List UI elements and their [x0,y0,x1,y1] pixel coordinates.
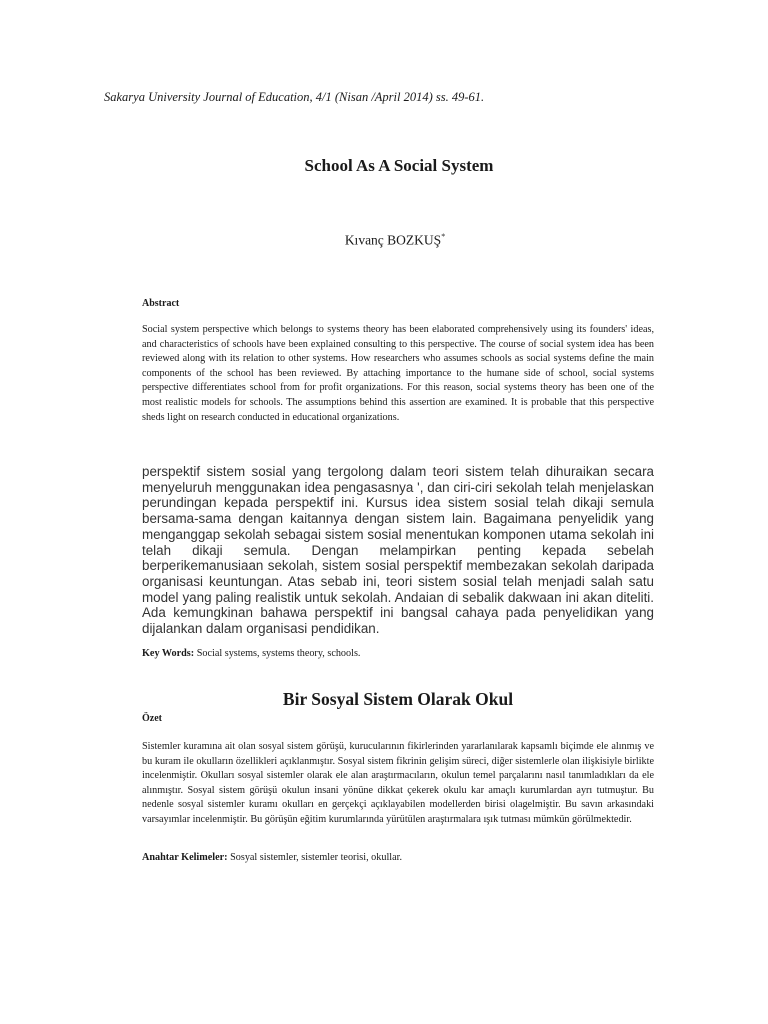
keywords-text: Social systems, systems theory, schools. [194,648,361,659]
author-footnote-marker: * [441,232,446,241]
ozet-heading: Özet [142,713,162,724]
turkish-title: Bir Sosyal Sistem Olarak Okul [282,689,514,709]
article-title: School As A Social System [304,156,494,175]
keywords-line [142,648,360,659]
abstract-text: Social system perspective which belongs to systems theory has been elaborated comprehensively using its founders' ideas, and characteristics of schools have been explained consulting to this perspective. The course of social system idea has been reviewed along with its relation to other systems. How researchers who assumes schools as social systems define the main components of the school has been reviewed. By attaching importance to the humane side of school, social systems perspective differentiates school from for profit organizations. For this reason, social systems theory has been one of the most realistic models for schools. The assumptions behind this assertion are examined. It is probable that this perspective sheds light on research conducted in educational organizations. [142,324,654,423]
keywords-label: Key Words: [142,648,195,659]
author-name: Kıvanç BOZKUŞ [344,232,442,248]
anahtar-kelimeler-text: Sosyal sistemler, sistemler teorisi, okullar. [227,852,403,863]
journal-citation: Sakarya University Journal of Education, 4/1 (Nisan /April 2014) ss. 49-61. [104,90,485,104]
abstract-heading: Abstract [142,298,180,309]
anahtar-kelimeler-line [142,852,402,863]
malay-abstract-text: perspektif sistem sosial yang tergolong dalam teori sistem telah dihuraikan secara menyeluruh menggunakan idea pengasasnya ', dan ciri-ciri sekolah telah menjelaskan perundingan kepada perspektif ini. Kursus idea sistem sosial telah dikaji semula bersama-sama dengan kaitannya dengan sistem lain. Bagaimana penyelidik yang menganggap sekolah sebagai sistem sosial menentukan komponen utama sekolah ini telah dikaji semula. Dengan melampirkan penting kepada sebelah berperikemanusiaan sekolah, sistem sosial perspektif membezakan sekolah daripada organisasi keuntungan. Atas sebab ini, teori sistem sosial telah menjadi salah satu model yang paling realistik untuk sekolah. Andaian di sebalik dakwaan ini akan diteliti. Ada kemungkinan bahawa perspektif ini bangsal cahaya pada penyelidikan yang dijalankan dalam organisasi pendidikan. [142,464,654,637]
anahtar-kelimeler-label: Anahtar Kelimeler: [142,852,228,863]
author-line [0,232,768,249]
ozet-text: Sistemler kuramına ait olan sosyal sistem görüşü, kurucularının fikirlerinden yararlanılarak kapsamlı biçimde ele alınmış ve bu kuram ile okulların özellikleri açıklanmıştır. Sosyal sistem fikrinin gelişim süreci, diğer sistemlerle olan ilişkisiyle birlikte incelenmiştir. Okulları sosyal sistemler olarak ele alan araştırmacıların, okulun temel parçalarını nasıl tanımladıkları da ele alınmıştır. Sosyal sistem görüşü okulun insani yönüne dikkat çekerek okulu kar amaçlı kurumlardan ayrı tutmuştur. Bu nedenle sosyal sistemler kuramı okulları en gerçekçi açıklayabilen modellerden birisi olagelmiştir. Bu savın arkasındaki varsayımlar incelenmiştir. Bu görüşün eğitim kurumlarında yürütülen araştırmalara ışık tutması mümkün görülmektedir. [142,741,654,825]
